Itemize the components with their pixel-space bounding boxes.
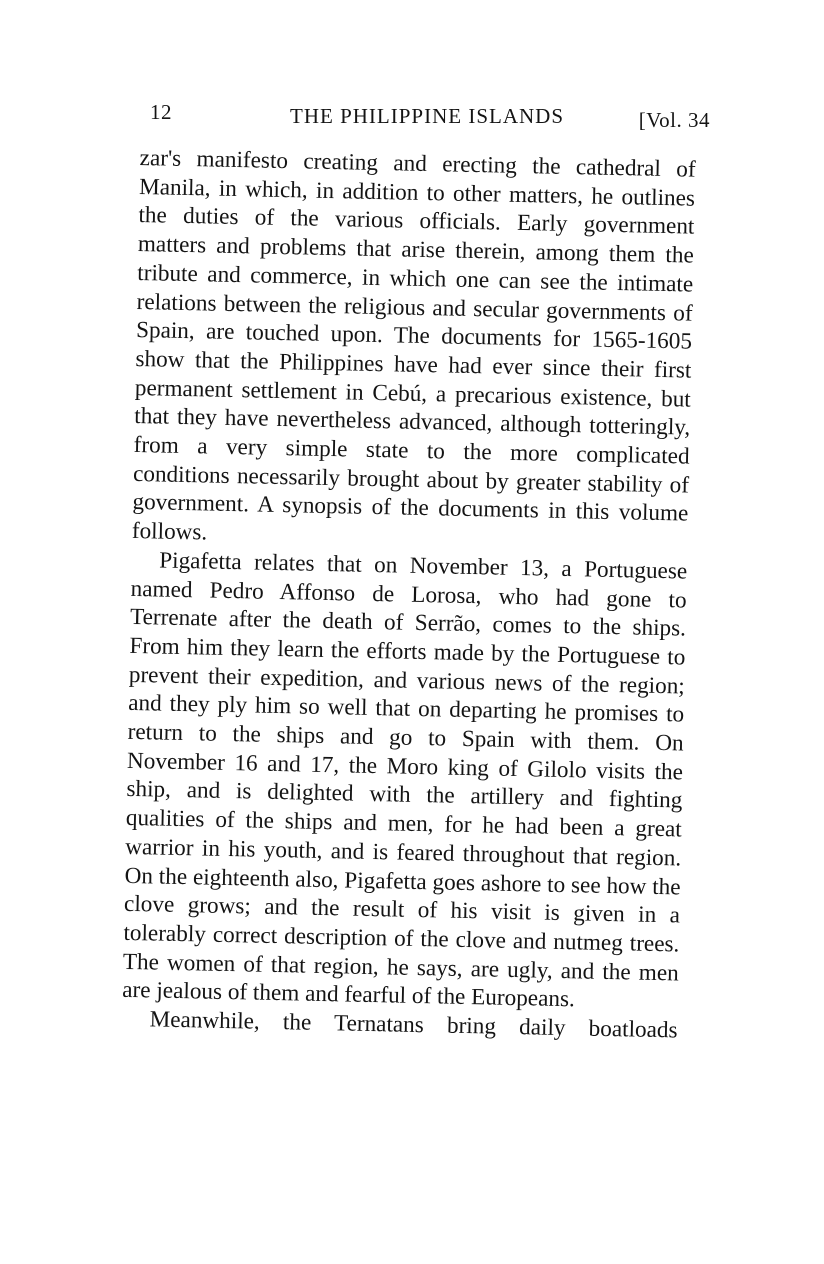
- paragraph: Meanwhile, the Ternatans bring daily boatloads: [149, 1006, 678, 1044]
- paragraph: zar's manifesto creating and erecting the cathedral of Manila, in which, in addition to other matters, he outlines the duties of the various officials. Early government matters and problems that arise therein, among them the tribute and commerce, in which one can see the intimate relations between the religious and secular governments of Spain, are touched upon. The documents for 1565-1605 show that the Philippines have had ever since their first permanent settlement in Cebú, a precarious existence, but that they have nevertheless advanced, although totteringly, from a very simple state to the more complicated conditions necessarily brought about by greater stability of government. A synopsis of the documents in this volume follows.: [131, 144, 696, 546]
- paragraph: Pigafetta relates that on November 13, a Portuguese named Pedro Affonso de Lorosa, who had gone to Terrenate after the death of Serrão, comes to the ships. From him they learn the efforts made by the Portuguese to prevent their expedition, and various news of the region; and they ply him so well that on departing he promises to return to the ships and go to Spain with them. On November 16 and 17, the Moro king of Gilolo visits the ship, and is delighted with the artillery and fighting qualities of the ships and men, for he had been a great warrior in his youth, and is feared throughout that region. On the eighteenth also, Pigafetta goes ashore to see how the clove grows; and the result of his visit is given in a tolerably correct description of the clove and nutmeg trees. The women of that region, he says, are ugly, and the men are jealous of them and fearful of the Europeans.: [122, 547, 688, 1013]
- running-head: [150, 100, 710, 134]
- running-title: THE PHILIPPINE ISLANDS: [290, 104, 564, 128]
- volume-label: [Vol. 34: [638, 108, 710, 132]
- page-number: 12: [150, 100, 172, 124]
- body-text: [121, 144, 696, 1045]
